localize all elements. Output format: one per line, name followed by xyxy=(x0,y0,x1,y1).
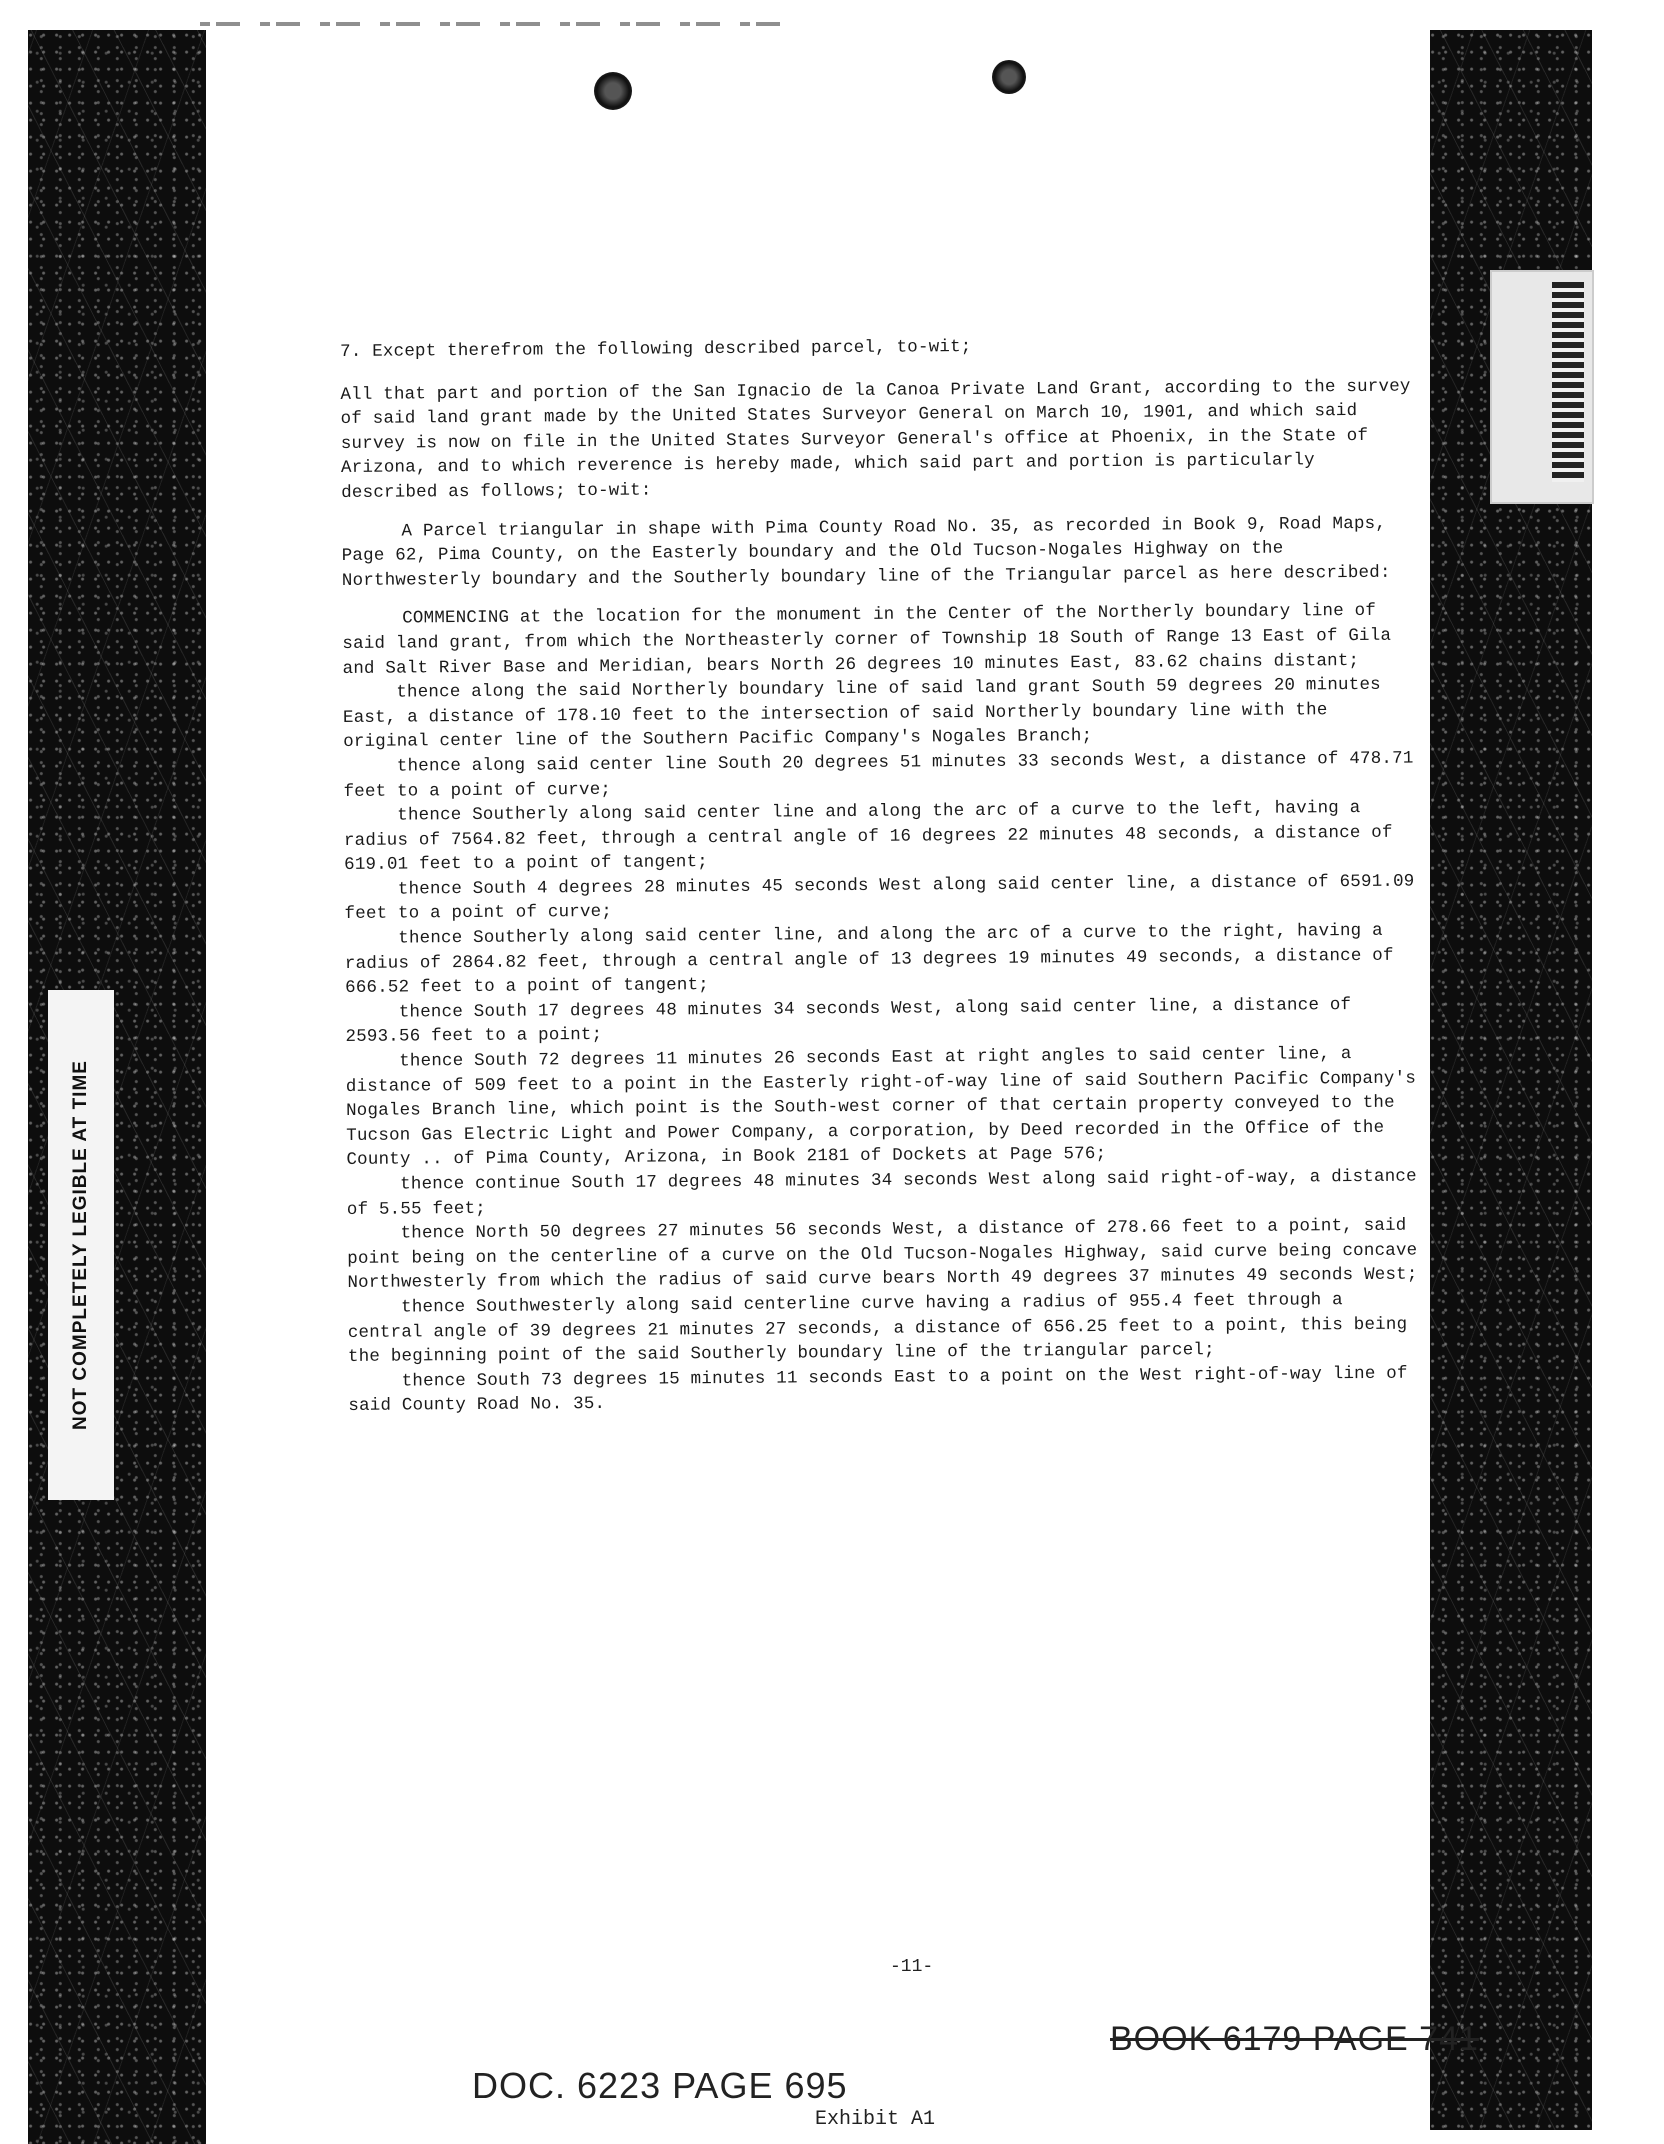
paragraph-parcel: A Parcel triangular in shape with Pima County Road No. 35, as recorded in Book 9, Road Maps, Page 62, Pima County, on the Easterly boundary and the Old Tucson-Nogales Highway on the Northwesterly boundary and the Southerly boundary line of the Triangular parcel as here described: xyxy=(341,513,1397,591)
right-margin-label xyxy=(1490,270,1594,504)
section-heading: 7. Except therefrom the following described parcel, to-wit; xyxy=(340,337,972,362)
document-body xyxy=(340,332,1429,1433)
paragraph-metes-bounds: COMMENCING at the location for the monument in the Center of the Northerly boundary line of said land grant, from which the Northeasterly corner of Township 18 South of Range 13 East of Gila and Salt River Base and Meridian, bears North 26 degrees 10 minutes East, 83.62 chains distant; thence along the said Northerly boundary line of said land grant South 59 degrees 20 minutes East, a distance of 178.10 feet to the intersection of said Northerly boundary line with the original center line of the Southern Pacific Company's Nogales Branch; thence along said center line South 20 degrees 51 minutes 33 seconds West, a distance of 478.71 feet to a point of curve; thence Southerly along said center line and along the arc of a curve to the left, having a radius of 7564.82 feet, through a central angle of 16 degrees 22 minutes 48 seconds, a distance of 619.01 feet to a point of tangent; thence South 4 degrees 28 minutes 45 seconds West along said center line, a distance of 6591.09 feet to a point of curve; thence Southerly along said center line, and along the arc of a curve to the right, having a radius of 2864.82 feet, through a central angle of 13 degrees 19 minutes 49 seconds, a distance of 666.52 feet to a point of tangent; thence South 17 degrees 48 minutes 34 seconds West, along said center line, a distance of 2593.56 feet to a point; thence South 72 degrees 11 minutes 26 seconds East at right angles to said center line, a distance of 509 feet to a point in the Easterly right-of-way line of said Southern Pacific Company's Nogales Branch line, which point is the South-west corner of that certain property conveyed to the Tucson Gas Electric Light and Power Company, a corporation, by Deed recorded in the Office of the County .. of Pima County, Arizona, in Book 2181 of Dockets at Page 576; thence continue South 17 degrees 48 minutes 34 seconds West along said right-of-way, a distance of 5.55 feet; thence North 50 degrees 27 minutes 56 seconds West, a distance of 278.66 feet to a point, said point being on the centerline of a curve on the Old Tucson-Nogales Highway, said curve being concave Northwesterly from which the radius of said curve bears North 49 degrees 37 minutes 49 seconds West; thence Southwesterly along said centerline curve having a radius of 955.4 feet through a central angle of 39 degrees 21 minutes 27 seconds, a distance of 656.25 feet to a point, this being the beginning point of the said Southerly boundary line of the triangular parcel; thence South 73 degrees 15 minutes 11 seconds East to a point on the West right-of-way line of said County Road No. 35. xyxy=(342,601,1429,1417)
page-number: -11- xyxy=(890,1957,934,1977)
hole-punch-icon xyxy=(992,60,1026,94)
book-reference-stricken: BOOK 6179 PAGE 741 xyxy=(1110,2020,1479,2058)
hole-punch-icon xyxy=(594,72,632,110)
scan-noise-top xyxy=(200,22,800,26)
exhibit-label: Exhibit A1 xyxy=(815,2108,936,2131)
legibility-stamp-text: NOT COMPLETELY LEGIBLE AT TIME xyxy=(70,1060,91,1430)
paragraph-grant: All that part and portion of the San Ignacio de la Canoa Private Land Grant, according to the survey of said land grant made by the United States Surveyor General on March 10, 1901, and which said survey is now on file in the United States Surveyor General's office at Phoenix, in the State of Arizona, and to which reverence is hereby made, which said part and portion is particularly described as follows; to-wit: xyxy=(340,376,1422,503)
book-reference: DOC. 6223 PAGE 695 xyxy=(472,2065,848,2106)
legibility-stamp xyxy=(48,990,114,1500)
